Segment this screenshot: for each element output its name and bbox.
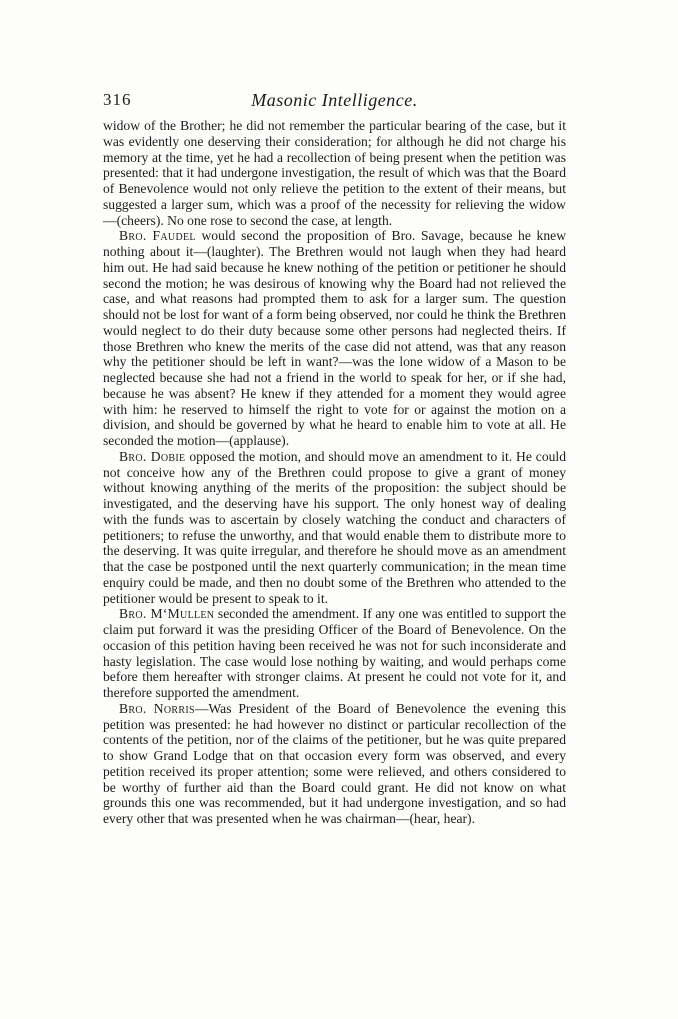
paragraph-text: would second the proposition of Bro. Savage, because he knew nothing about it—(laughter). The Brethren would not laugh when they had heard him out. He had said because he knew nothing of the petition or petitioner he should second the motion; he was desirous of knowing why the Board had not relieved the case, and what reasons had prompted them to ask for a larger sum. The question should not be lost for want of a form being observed, nor could he think the Brethren would neglect to do their duty because some other persons had neglected theirs. If those Brethren who knew the merits of the case did not attend, was that any reason why the petitioner should be left in want?—was the lone widow of a Mason to be neglected because she had not a friend in the world to speak for her, or if she had, because he was absent? He knew if they attended for a moment they would agree with him: he reserved to himself the right to vote for or against the motion on a division, and should be governed by what he heard to enable him to vote at all. He seconded the motion—(applause). (103, 228, 567, 448)
book-page (103, 90, 566, 827)
speaker-name: Bro. Dobie (119, 448, 186, 464)
page-number: 316 (103, 90, 132, 109)
paragraph-text: widow of the Brother; he did not remember the particular bearing of the case, but it was evidently one deserving their consideration; for although he did not charge his memory at the time, yet he had a recollection of being present when the petition was presented: that it had undergone investigation, the result of which was that the Board of Benevolence would not only relieve the petition to the extent of their means, but suggested a larger sum, which was a proof of the necessity for relieving the widow—(cheers). No one rose to second the case, at length. (103, 118, 566, 228)
speaker-name: Bro. Norris (119, 700, 195, 716)
paragraph-norris (103, 701, 566, 827)
page-header (103, 90, 566, 118)
speaker-name: Bro. M‘Mullen (119, 606, 215, 622)
paragraph-text: —Was President of the Board of Benevolence the evening this petition was presented: he had however no distinct or particular recollection of the contents of the petition, nor of the claims of the petitioner, but he was quite prepared to show Grand Lodge that on that occasion every form was observed, and every petition received its proper attention; some were relieved, and others considered to be worthy of further aid than the Board could grant. He did not know on what grounds this one was recommended, but it had undergone investigation, and so had every other that was presented when he was chairman—(hear, hear). (103, 700, 567, 826)
paragraph-text: seconded the amendment. If any one was entitled to support the claim put forward it was the presiding Officer of the Board of Benevolence. On the occasion of this petition having been received he was not for such inconsiderate and hasty legislation. The case would lose nothing by waiting, and would perhaps come before them hereafter with stronger claims. At present he could not vote for it, and therefore supported the amendment. (103, 606, 567, 700)
body-text (103, 118, 566, 827)
paragraph-continuation (103, 118, 566, 228)
paragraph-dobie (103, 449, 566, 607)
paragraph-text: opposed the motion, and should move an amendment to it. He could not conceive how any of the Brethren could propose to give a grant of money without knowing anything of the merits of the proposition: the subject should be investigated, and the deserving have his support. The only honest way of dealing with the funds was to ascertain by closely watching the conduct and characters of petitioners; to refuse the unworthy, and that would enable them to distribute more to the deserving. It was quite irregular, and therefore he should move as an amendment that the case be postponed until the next quarterly communication; in the mean time enquiry could be made, and then no doubt some of the Brethren who attended to the petitioner would be present to speak to it. (103, 448, 566, 606)
running-head: Masonic Intelligence. (251, 90, 418, 110)
paragraph-mmullen (103, 606, 566, 701)
paragraph-faudel (103, 228, 566, 449)
speaker-name: Bro. Faudel (119, 228, 196, 244)
